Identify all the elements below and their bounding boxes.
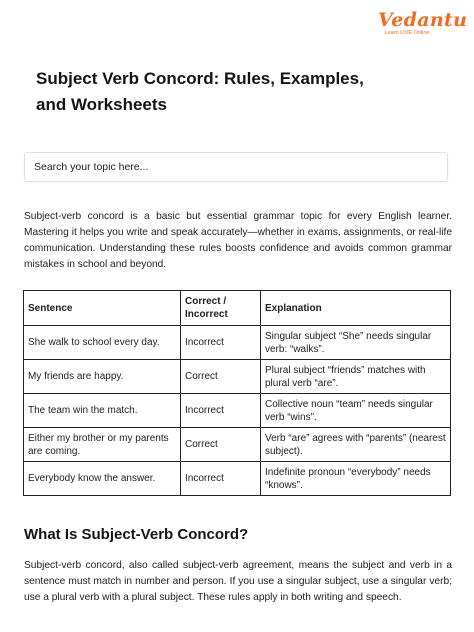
verdict-cell: Correct — [181, 360, 261, 394]
verdict-cell: Incorrect — [181, 462, 261, 496]
explanation-cell: Plural subject “friends” matches with plural verb “are”. — [261, 360, 451, 394]
table-row — [24, 428, 451, 462]
table-row — [24, 462, 451, 496]
header-explanation: Explanation — [261, 291, 451, 326]
sentence-cell: My friends are happy. — [24, 360, 181, 394]
section-heading: What Is Subject-Verb Concord? — [24, 526, 249, 543]
table-row — [24, 394, 451, 428]
explanation-cell: Singular subject “She” needs singular verb: “walks”. — [261, 326, 451, 360]
sentence-cell: She walk to school every day. — [24, 326, 181, 360]
page-title: Subject Verb Concord: Rules, Examples, and Worksheets — [36, 69, 364, 114]
intro-paragraph: Subject-verb concord is a basic but essential grammar topic for every English learner. Mastering it helps you write and speak accurately—whether in exams, assignments, or real-life communication. Understanding these rules boosts confidence and avoids common grammar mistakes in school and beyond. — [24, 211, 452, 270]
table-row — [24, 326, 451, 360]
explanation-cell: Collective noun “team” needs singular verb “wins”. — [261, 394, 451, 428]
table-header-row — [24, 291, 451, 326]
explanation-cell: Verb “are” agrees with “parents” (nearest subject). — [261, 428, 451, 462]
vedantu-logo[interactable] — [378, 9, 468, 37]
logo-wordmark: Vedantu — [378, 9, 468, 31]
explanation-cell: Indefinite pronoun “everybody” needs “knows”. — [261, 462, 451, 496]
logo-tagline: Learn LIVE Online — [384, 30, 430, 36]
header-sentence: Sentence — [24, 291, 181, 326]
header-correct-incorrect: Correct / Incorrect — [181, 291, 261, 326]
section-paragraph: Subject-verb concord, also called subject-verb agreement, means the subject and verb in a sentence must match in number and person. If you use a singular subject, use a singular verb; use a plural verb with a plural subject. These rules apply in both writing and speech. — [24, 560, 452, 603]
verdict-cell: Incorrect — [181, 394, 261, 428]
sentence-cell: Everybody know the answer. — [24, 462, 181, 496]
sentence-cell: The team win the match. — [24, 394, 181, 428]
search-input[interactable] — [24, 152, 448, 182]
verdict-cell: Correct — [181, 428, 261, 462]
sentence-cell: Either my brother or my parents are coming. — [24, 428, 181, 462]
table-row — [24, 360, 451, 394]
concord-examples-table — [23, 290, 451, 496]
search-placeholder: Search your topic here... — [34, 161, 149, 173]
verdict-cell: Incorrect — [181, 326, 261, 360]
